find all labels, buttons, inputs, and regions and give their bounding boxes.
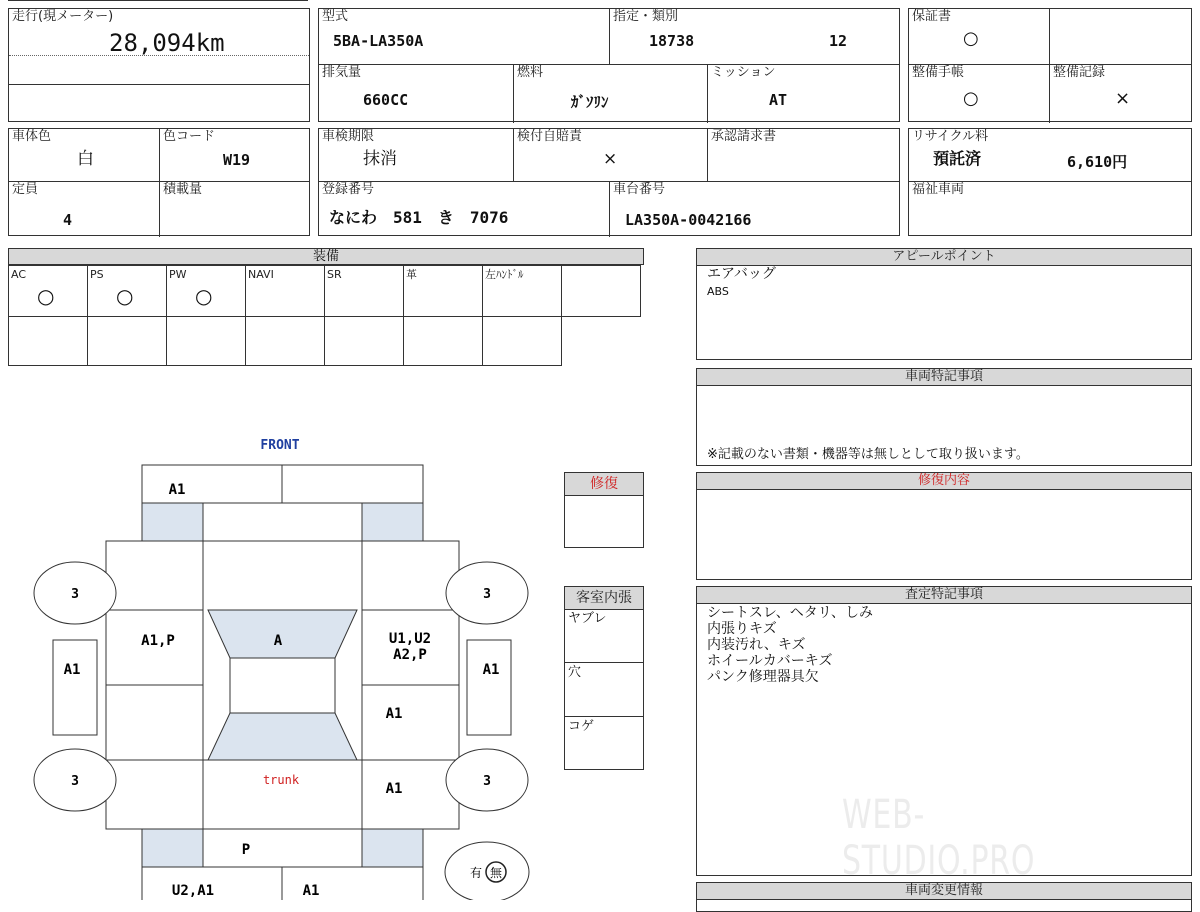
- equipment-value: ○: [116, 284, 134, 308]
- label-rear-bumper-left: U2,A1: [171, 883, 215, 899]
- model-box: [318, 8, 900, 122]
- label-spare-none: 無: [489, 866, 503, 880]
- panel-front-bumper-left: [142, 465, 282, 503]
- equipment-cell: [482, 265, 562, 317]
- repair-content-title: 修復内容: [697, 473, 1191, 490]
- label-tire-rl: 3: [71, 774, 79, 789]
- repair-box: [564, 472, 644, 548]
- equipment-cell-empty: [87, 316, 167, 366]
- equipment-cell-empty: [324, 316, 404, 366]
- recycle-box: [908, 128, 1192, 236]
- equipment-cell: [87, 265, 167, 317]
- equipment-label: 左ﾊﾝﾄﾞﾙ: [485, 268, 524, 281]
- label-spare-yes: 有: [469, 866, 483, 880]
- interior-row3: コゲ: [568, 719, 595, 734]
- fuel-value: ｶﾞｿﾘﾝ: [571, 93, 609, 111]
- welfare-label: 福祉車両: [912, 182, 965, 197]
- warranty-label: 保証書: [912, 9, 952, 24]
- panel-side-left: [53, 640, 97, 735]
- panel-front-bumper-right: [282, 465, 423, 503]
- equipment-cell: [403, 265, 483, 317]
- inspection-value: 抹消: [363, 149, 397, 169]
- model-value: 5BA-LA350A: [333, 32, 424, 50]
- inspection-box: [318, 128, 900, 236]
- warranty-value: ○: [963, 28, 979, 49]
- assessment-title: 査定特記事項: [697, 587, 1191, 604]
- special-notes-box: [696, 368, 1192, 466]
- label-rear-bumper-right: A1: [302, 883, 320, 899]
- equipment-cell: [561, 265, 641, 317]
- equipment-cell-empty: [166, 316, 246, 366]
- displacement-value: 660CC: [363, 91, 409, 109]
- repair-box-title: 修復: [565, 473, 643, 496]
- panel-front-center: [203, 503, 362, 541]
- label-door-rf2: A2,P: [393, 647, 427, 663]
- interior-title: 客室内張: [565, 587, 643, 610]
- interior-row1: ヤブレ: [568, 611, 607, 626]
- label-hood-left: A1,P: [141, 633, 175, 649]
- maintenance-record-label: 整備記録: [1053, 65, 1106, 80]
- designation-label: 指定・類別: [613, 9, 679, 24]
- watermark: WEB-STUDIO.PRO: [842, 792, 1036, 884]
- special-notes-footer: ※記載のない書類・機器等は無しとして取り扱います。: [707, 447, 1029, 462]
- body-color-label: 車体色: [12, 129, 52, 144]
- car-diagram: [0, 430, 560, 900]
- equipment-cell-empty: [8, 316, 88, 366]
- equipment-value: ○: [195, 284, 213, 308]
- spare-tire: [445, 842, 529, 900]
- mileage-value: 28,094km: [109, 29, 225, 57]
- maintenance-record-value: ×: [1115, 88, 1131, 109]
- panel-side-right: [467, 640, 511, 735]
- label-front-bumper: A1: [168, 482, 186, 498]
- change-info-box: [696, 882, 1192, 912]
- front-label: FRONT: [260, 438, 300, 453]
- equipment-label: NAVI: [248, 268, 274, 281]
- label-tire-fl: 3: [71, 587, 79, 602]
- equipment-label: 革: [406, 268, 417, 281]
- label-side-left: A1: [63, 662, 81, 678]
- recycle-amount: 6,610円: [1067, 153, 1128, 171]
- equipment-label: SR: [327, 268, 342, 281]
- inspection-label: 車検期限: [322, 129, 375, 144]
- capacity-value: 4: [63, 211, 73, 229]
- label-door-rf1: U1,U2: [388, 631, 432, 647]
- equipment-label: PS: [90, 268, 104, 281]
- panel-roof: [230, 658, 335, 713]
- panel-rear-center: [203, 829, 362, 867]
- displacement-label: 排気量: [322, 65, 362, 80]
- assessment-lines: シートスレ、ヘタリ、しみ 内張りキズ 内装汚れ、キズ ホイールカバーキズ パンク修理器具欠: [707, 605, 874, 685]
- equipment-cell-empty: [245, 316, 325, 366]
- equipment-table: [8, 248, 644, 368]
- designation-value2: 12: [829, 32, 848, 50]
- equipment-title: 装備: [8, 248, 644, 265]
- mission-value: AT: [769, 91, 788, 109]
- mileage-box: [8, 8, 310, 122]
- recycle-status: 預託済: [933, 149, 982, 168]
- label-side-right: A1: [482, 662, 500, 678]
- change-info-title: 車両変更情報: [697, 883, 1191, 900]
- repair-content-box: [696, 472, 1192, 580]
- appeal-box: [696, 248, 1192, 360]
- color-code-label: 色コード: [163, 129, 216, 144]
- interior-row2: 穴: [568, 665, 582, 680]
- approval-label: 承認請求書: [711, 129, 777, 144]
- maintenance-book-label: 整備手帳: [912, 65, 965, 80]
- equipment-cell: [245, 265, 325, 317]
- equipment-cell: [166, 265, 246, 317]
- label-rear-p: P: [241, 842, 251, 858]
- equipment-cell: [324, 265, 404, 317]
- body-color-value: 白: [77, 149, 94, 169]
- liability-label: 検付自賠責: [517, 129, 583, 144]
- label-tire-rr: 3: [483, 774, 491, 789]
- label-trunk: trunk: [262, 773, 300, 787]
- panel-windshield: [208, 610, 357, 658]
- label-quarter-right: A1: [385, 781, 403, 797]
- label-tire-fr: 3: [483, 587, 491, 602]
- model-label: 型式: [322, 9, 349, 24]
- warranty-box: [908, 8, 1192, 122]
- chassis-value: LA350A-0042166: [625, 211, 752, 229]
- maintenance-book-value: ○: [963, 88, 979, 109]
- panel-fender-rl: [142, 829, 203, 867]
- appeal-line1: エアバッグ: [707, 266, 776, 282]
- equipment-cell: [8, 265, 88, 317]
- appeal-line2: ABS: [707, 285, 729, 298]
- appeal-title: アピールポイント: [697, 249, 1191, 266]
- mileage-divider2: [9, 84, 309, 85]
- panel-fender-fl: [142, 503, 203, 541]
- mileage-label: 走行(現メーター): [12, 9, 114, 24]
- color-code-value: W19: [223, 151, 251, 169]
- panel-fender-rr: [362, 829, 423, 867]
- panel-fender-fr: [362, 503, 423, 541]
- equipment-label: AC: [11, 268, 27, 281]
- capacity-label: 定員: [12, 182, 39, 197]
- load-label: 積載量: [163, 182, 203, 197]
- recycle-label: リサイクル料: [912, 129, 989, 144]
- chassis-label: 車台番号: [613, 182, 666, 197]
- registration-value: なにわ 581 き 7076: [329, 208, 509, 227]
- equipment-cell-empty: [403, 316, 483, 366]
- color-box: [8, 128, 310, 236]
- equipment-cell-empty: [482, 316, 562, 366]
- interior-box: [564, 586, 644, 770]
- equipment-value: ○: [37, 284, 55, 308]
- mileage-divider: [9, 55, 309, 56]
- registration-label: 登録番号: [322, 182, 375, 197]
- mission-label: ミッション: [711, 65, 776, 80]
- designation-value1: 18738: [649, 32, 695, 50]
- label-door-rr: A1: [385, 706, 403, 722]
- label-roof: A: [273, 633, 283, 649]
- equipment-label: PW: [169, 268, 187, 281]
- top-edge-line: [8, 0, 308, 1]
- special-notes-title: 車両特記事項: [697, 369, 1191, 386]
- fuel-label: 燃料: [517, 65, 544, 80]
- panel-rear-glass: [208, 713, 357, 760]
- liability-value: ×: [603, 149, 618, 169]
